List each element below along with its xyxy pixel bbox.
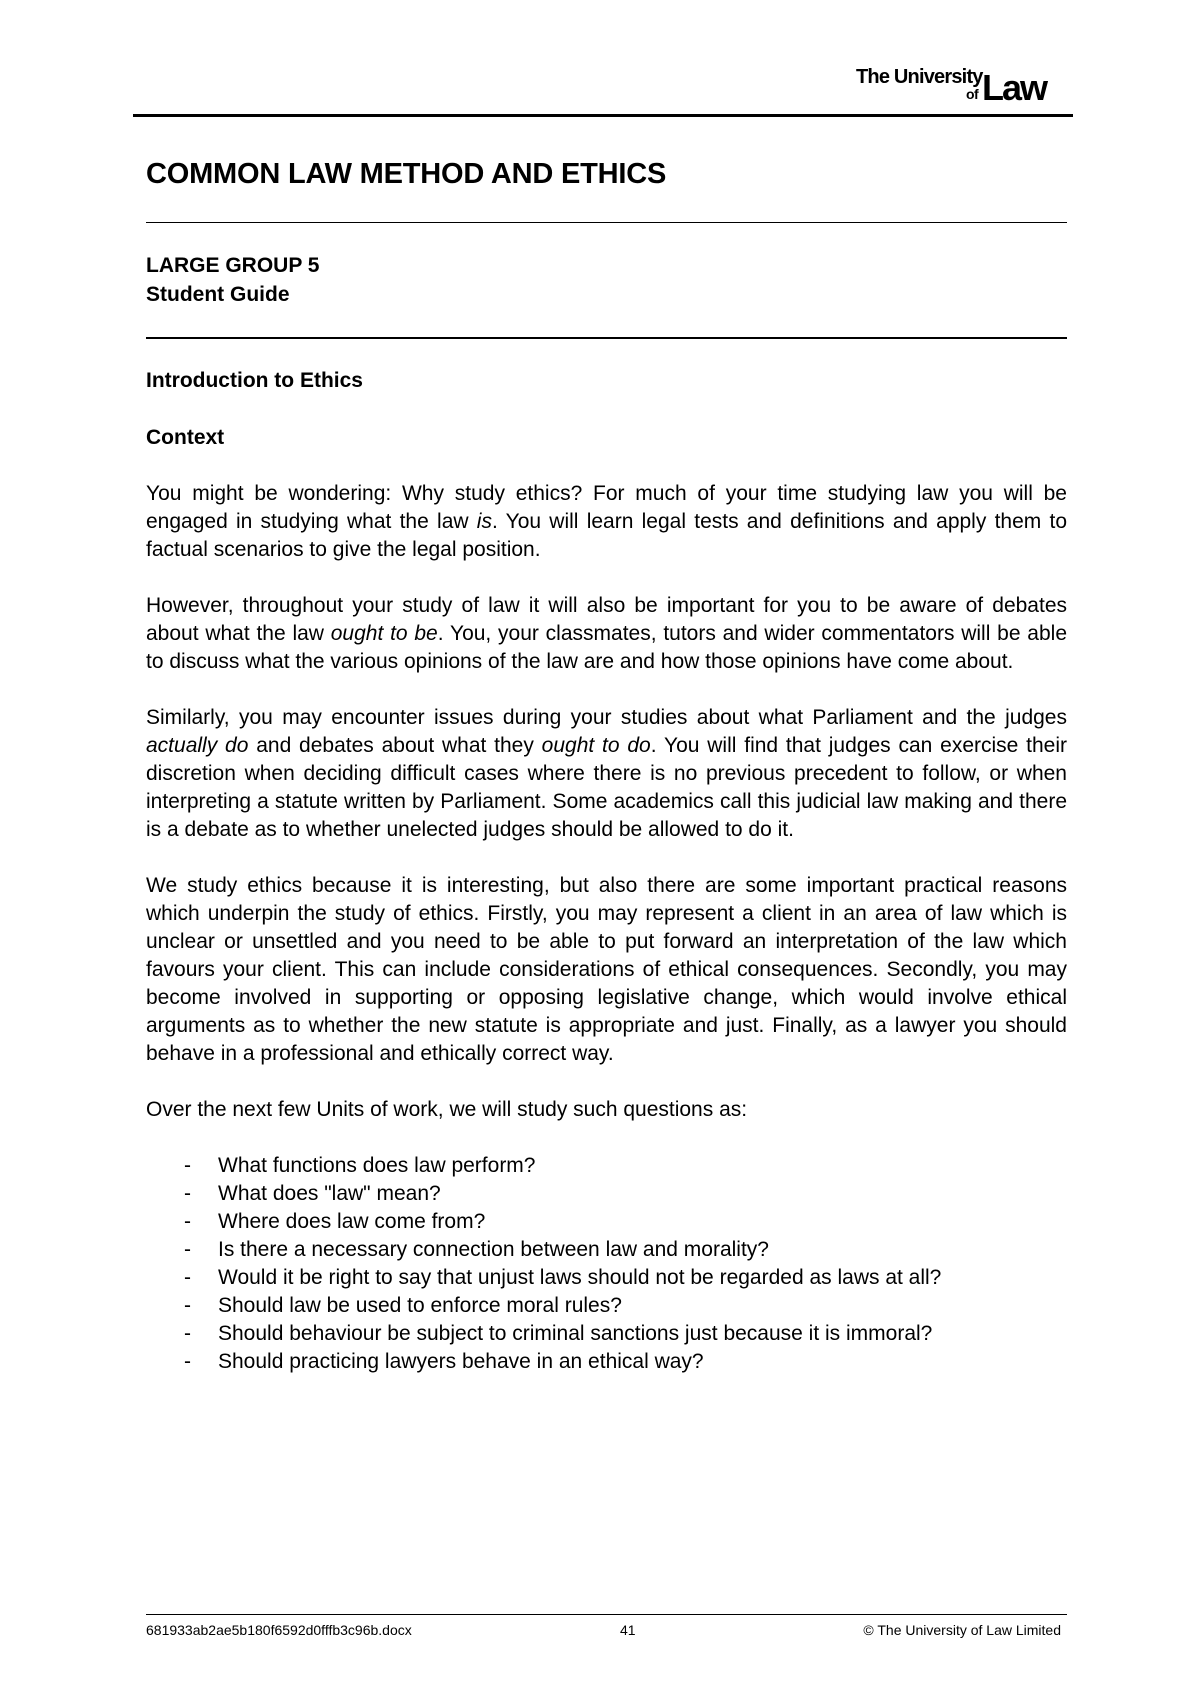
page-footer [146,1622,1067,1642]
paragraph-1: You might be wondering: Why study ethics? For much of your time studying law you will be engaged in studying what the law is. You will learn legal tests and definitions and apply them to factual scenarios to give the legal position. [146,482,1068,561]
list-item: - What functions does law perform? [184,1154,536,1177]
document-title: COMMON LAW METHOD AND ETHICS [146,158,667,190]
large-group-label: LARGE GROUP 5 [146,254,320,277]
footer-filename: 681933ab2ae5b180f6592d0fffb3c96b.docx [146,1622,412,1638]
list-item: - What does "law" mean? [184,1182,441,1205]
subsection-heading: Context [146,426,225,449]
subtitle-divider [146,337,1067,339]
list-item: - Should law be used to enforce moral rules? [184,1294,622,1317]
body-text [146,480,1067,1376]
emphasis-ought-to-do: ought to do [541,734,651,757]
emphasis-is: is [476,510,492,533]
list-item: - Would it be right to say that unjust laws should not be regarded as laws at all? [184,1266,942,1289]
emphasis-ought-to-be: ought to be [330,622,438,645]
paragraph-5: Over the next few Units of work, we will study such questions as: [146,1098,748,1121]
logo-text-law: Law [982,67,1047,108]
list-item: - Is there a necessary connection between law and morality? [184,1238,769,1261]
header-rule [133,114,1073,117]
title-divider [146,222,1067,223]
footer-page-number: 41 [620,1622,636,1638]
footer-copyright: © The University of Law Limited [863,1622,1061,1638]
list-item: - Where does law come from? [184,1210,486,1233]
university-of-law-logo [856,64,1066,110]
questions-list [146,1152,1067,1376]
section-heading: Introduction to Ethics [146,369,363,392]
list-item: - Should behaviour be subject to criminal sanctions just because it is immoral? [184,1322,933,1345]
logo-text-of: of [966,86,979,102]
logo-text-the-university: The University [856,66,983,88]
list-item: - Should practicing lawyers behave in an ethical way? [184,1350,704,1373]
paragraph-4: We study ethics because it is interesting, but also there are some important practical reasons which underpin the study of ethics. Firstly, you may represent a client in an area of law which is unclear or unsettled and you need to be able to put forward an interpretation of the law which favours your client. This can include considerations of ethical consequences. Secondly, you may become involved in supporting or opposing legislative change, which would involve ethical arguments as to whether the new statute is appropriate and just. Finally, as a lawyer you should behave in a professional and ethically correct way. [146,874,1067,1065]
paragraph-2: However, throughout your study of law it will also be important for you to be aware of debates about what the law ought to be. You, your classmates, tutors and wider commentators will be able to discuss what the various opinions of the law are and how those opinions have come about. [146,594,1068,673]
paragraph-3: Similarly, you may encounter issues during your studies about what Parliament and the judges actually do and debates about what they ought to do. You will find that judges can exercise their discretion when deciding difficult cases where there is no previous precedent to follow, or when interpreting a statute written by Parliament. Some academics call this judicial law making and there is a debate as to whether unelected judges should be allowed to do it. [146,706,1067,841]
footer-rule [146,1614,1067,1615]
student-guide-label: Student Guide [146,283,290,306]
emphasis-actually-do: actually do [146,734,249,757]
